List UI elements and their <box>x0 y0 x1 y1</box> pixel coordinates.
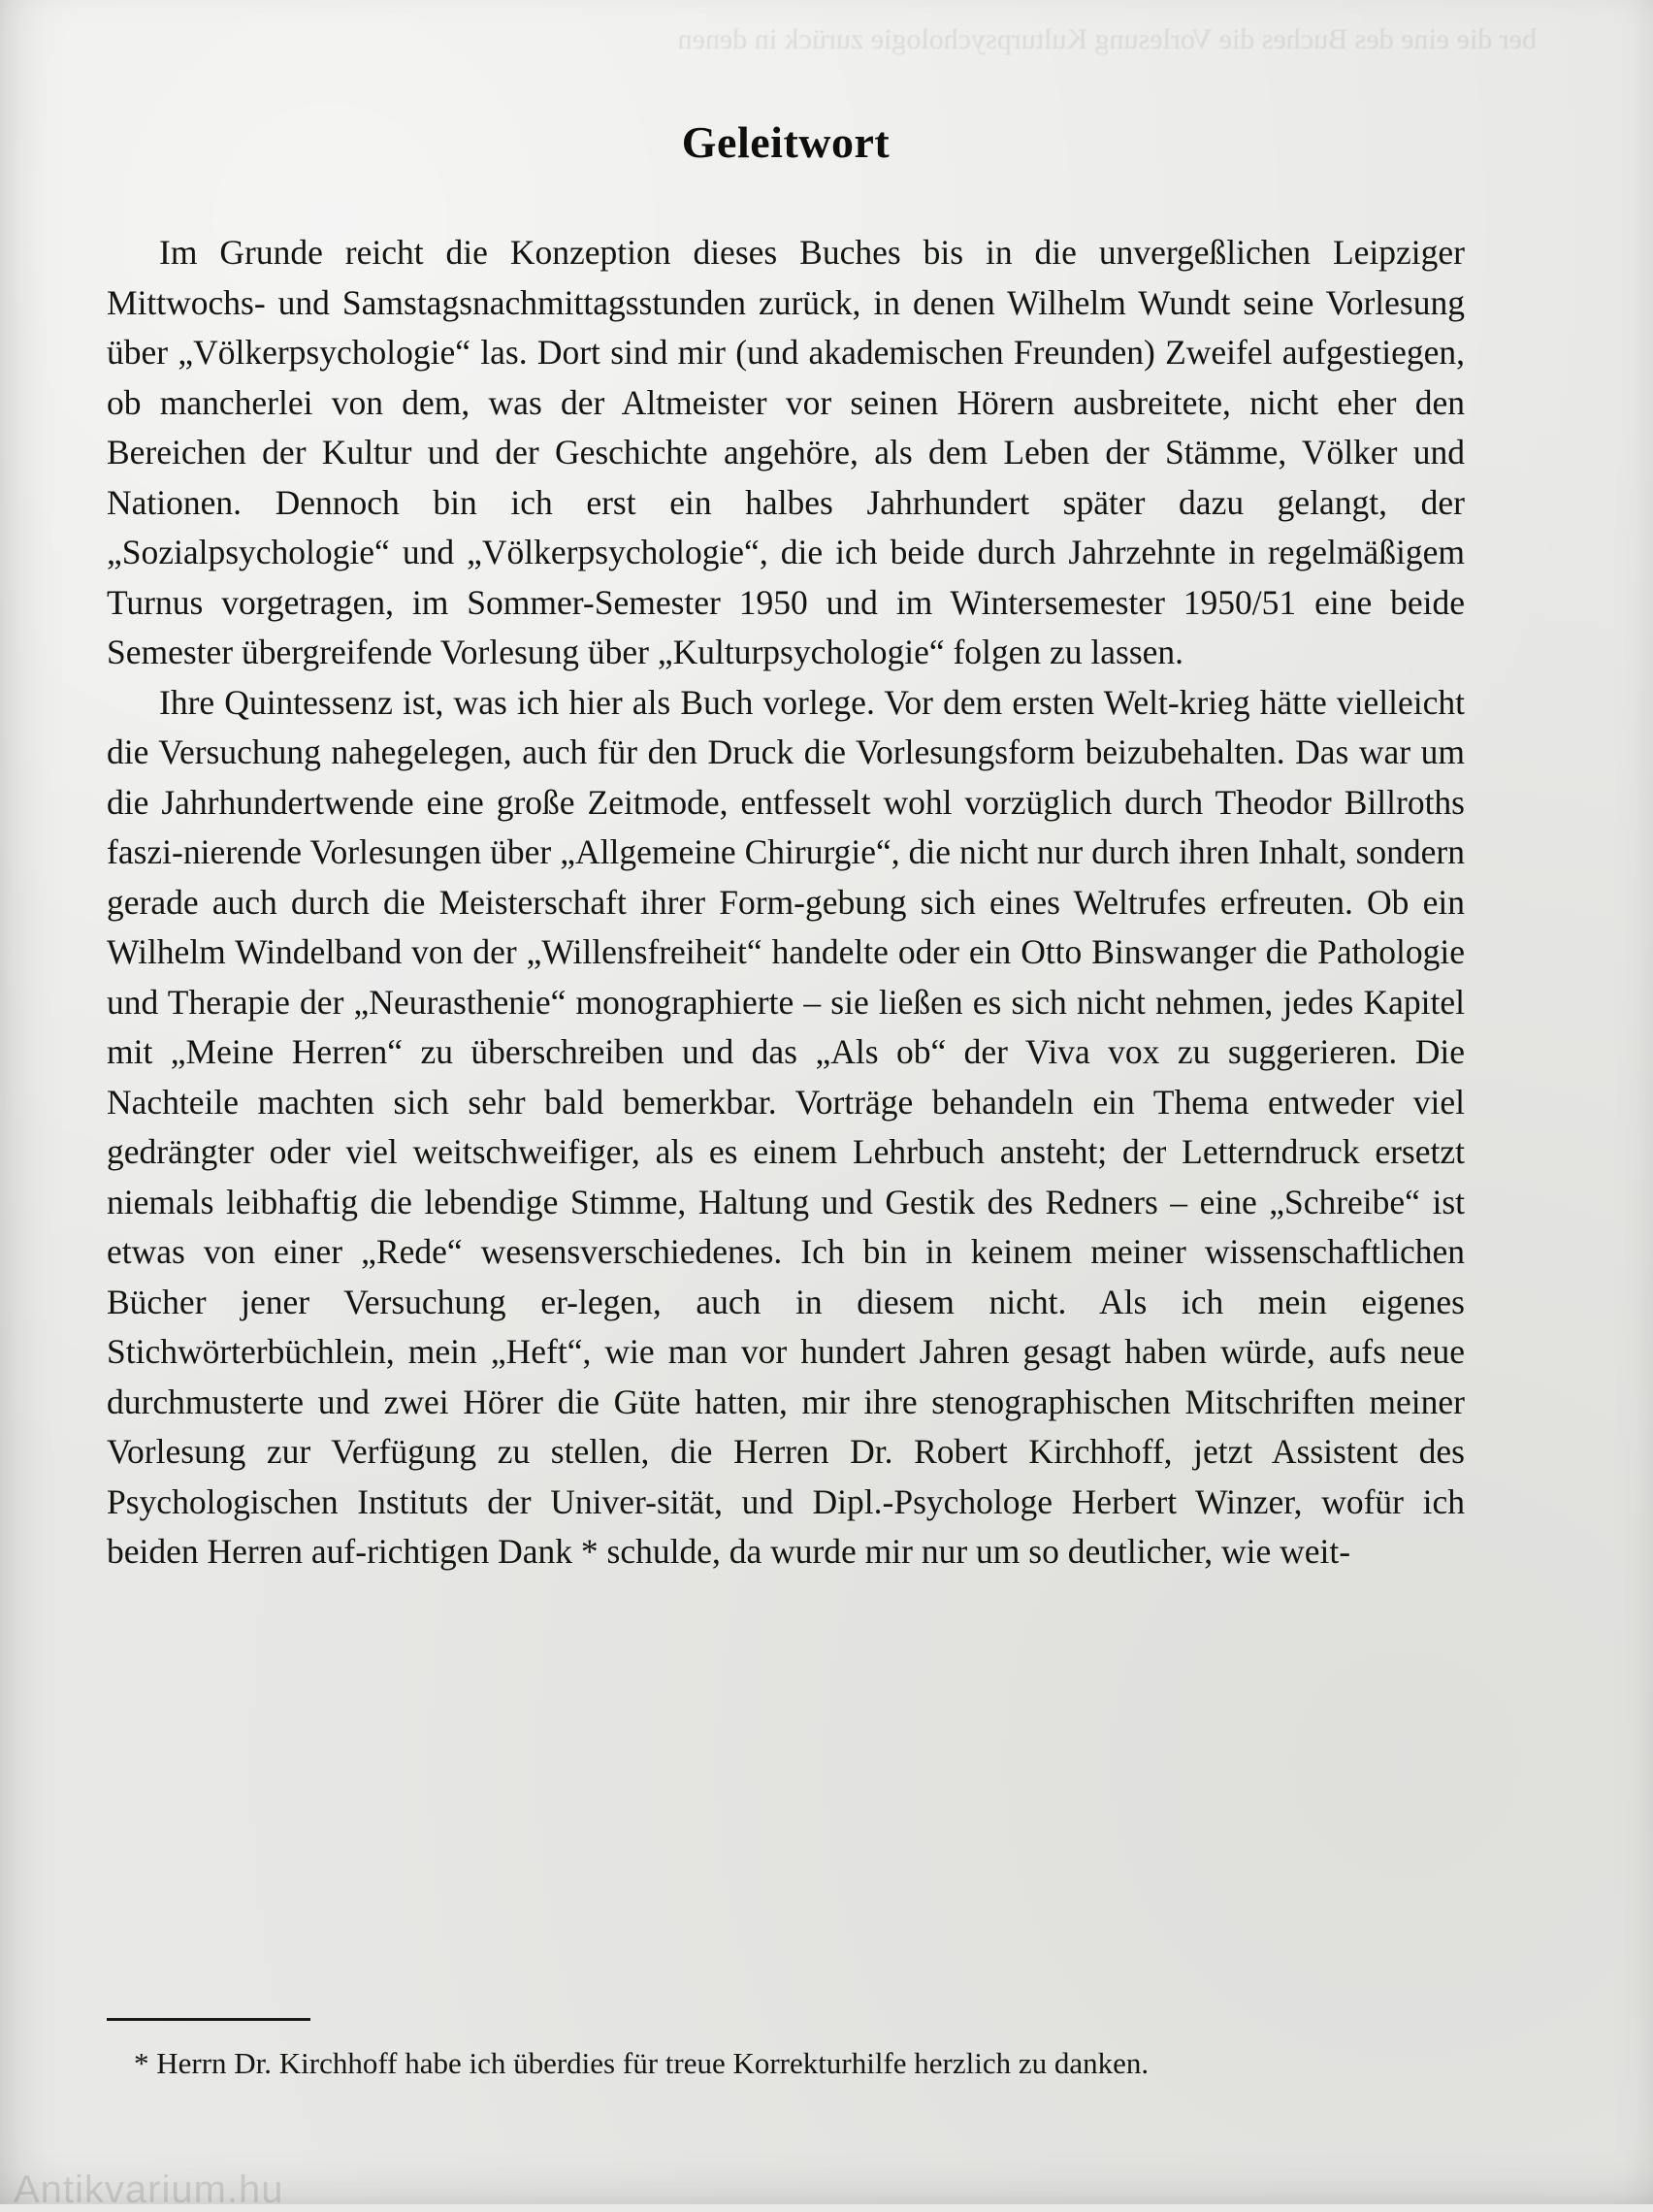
watermark: Antikvarium.hu <box>14 2168 284 2211</box>
footnote-text: * Herrn Dr. Kirchhoff habe ich überdies für treue Korrekturhilfe herzlich zu danken. <box>134 2046 1150 2080</box>
page-content <box>107 116 1465 1578</box>
show-through-text: ber die eine des Buches die Vorlesung Kulturpsychologie zurück in denen <box>677 23 1537 55</box>
footnote-separator <box>107 2018 310 2021</box>
paragraph-2: Ihre Quintessenz ist, was ich hier als Buch vorlege. Vor dem ersten Welt-krieg hätte vielleicht die Versuchung nahegelegen, auch für den Druck die Vorlesungsform beizubehalten. Das war um die Jahrhundertwende eine große Zeitmode, entfesselt wohl vorzüglich durch Theodor Billroths faszi-nierende Vorlesungen über „Allgemeine Chirurgie“, die nicht nur durch ihren Inhalt, sondern gerade auch durch die Meisterschaft ihrer Form-gebung sich eines Weltrufes erfreuten. Ob ein Wilhelm Windelband von der „Willensfreiheit“ handelte oder ein Otto Binswanger die Pathologie und Therapie der „Neurasthenie“ monographierte – sie ließen es sich nicht nehmen, jedes Kapitel mit „Meine Herren“ zu überschreiben und das „Als ob“ der Viva vox zu suggerieren. Die Nachteile machten sich sehr bald bemerkbar. Vorträge behandeln ein Thema entweder viel gedrängter oder viel weitschweifiger, als es einem Lehrbuch ansteht; der Letterndruck ersetzt niemals leibhaftig die lebendige Stimme, Haltung und Gestik des Redners – eine „Schreibe“ ist etwas von einer „Rede“ wesensverschiedenes. Ich bin in keinem meiner wissenschaftlichen Bücher jener Versuchung er-legen, auch in diesem nicht. Als ich mein eigenes Stichwörterbüchlein, mein „Heft“, wie man vor hundert Jahren gesagt haben würde, aufs neue durchmusterte und zwei Hörer die Güte hatten, mir ihre stenographischen Mitschriften meiner Vorlesung zur Verfügung zu stellen, die Herren Dr. Robert Kirchhoff, jetzt Assistent des Psychologischen Instituts der Univer-sität, und Dipl.-Psychologe Herbert Winzer, wofür ich beiden Herren auf-richtigen Dank * schulde, da wurde mir nur um so deutlicher, wie weit- <box>107 682 1465 1571</box>
page-title: Geleitwort <box>681 117 891 167</box>
footnote-area <box>107 2018 1465 2085</box>
paragraph-1: Im Grunde reicht die Konzeption dieses Buches bis in die unvergeßlichen Leipziger Mittwochs- und Samstagsnachmittagsstunden zurück, in denen Wilhelm Wundt seine Vorlesung über „Völkerpsychologie“ las. Dort sind mir (und akademischen Freunden) Zweifel aufgestiegen, ob mancherlei von dem, was der Altmeister vor seinen Hörern ausbreitete, nicht eher den Bereichen der Kultur und der Geschichte angehöre, als dem Leben der Stämme, Völker und Nationen. Dennoch bin ich erst ein halbes Jahrhundert später dazu gelangt, der „Sozialpsychologie“ und „Völkerpsychologie“, die ich beide durch Jahrzehnte in regelmäßigem Turnus vorgetragen, im Sommer-Semester 1950 und im Wintersemester 1950/51 eine beide Semester übergreifende Vorlesung über „Kulturpsychologie“ folgen zu lassen. <box>107 233 1465 671</box>
